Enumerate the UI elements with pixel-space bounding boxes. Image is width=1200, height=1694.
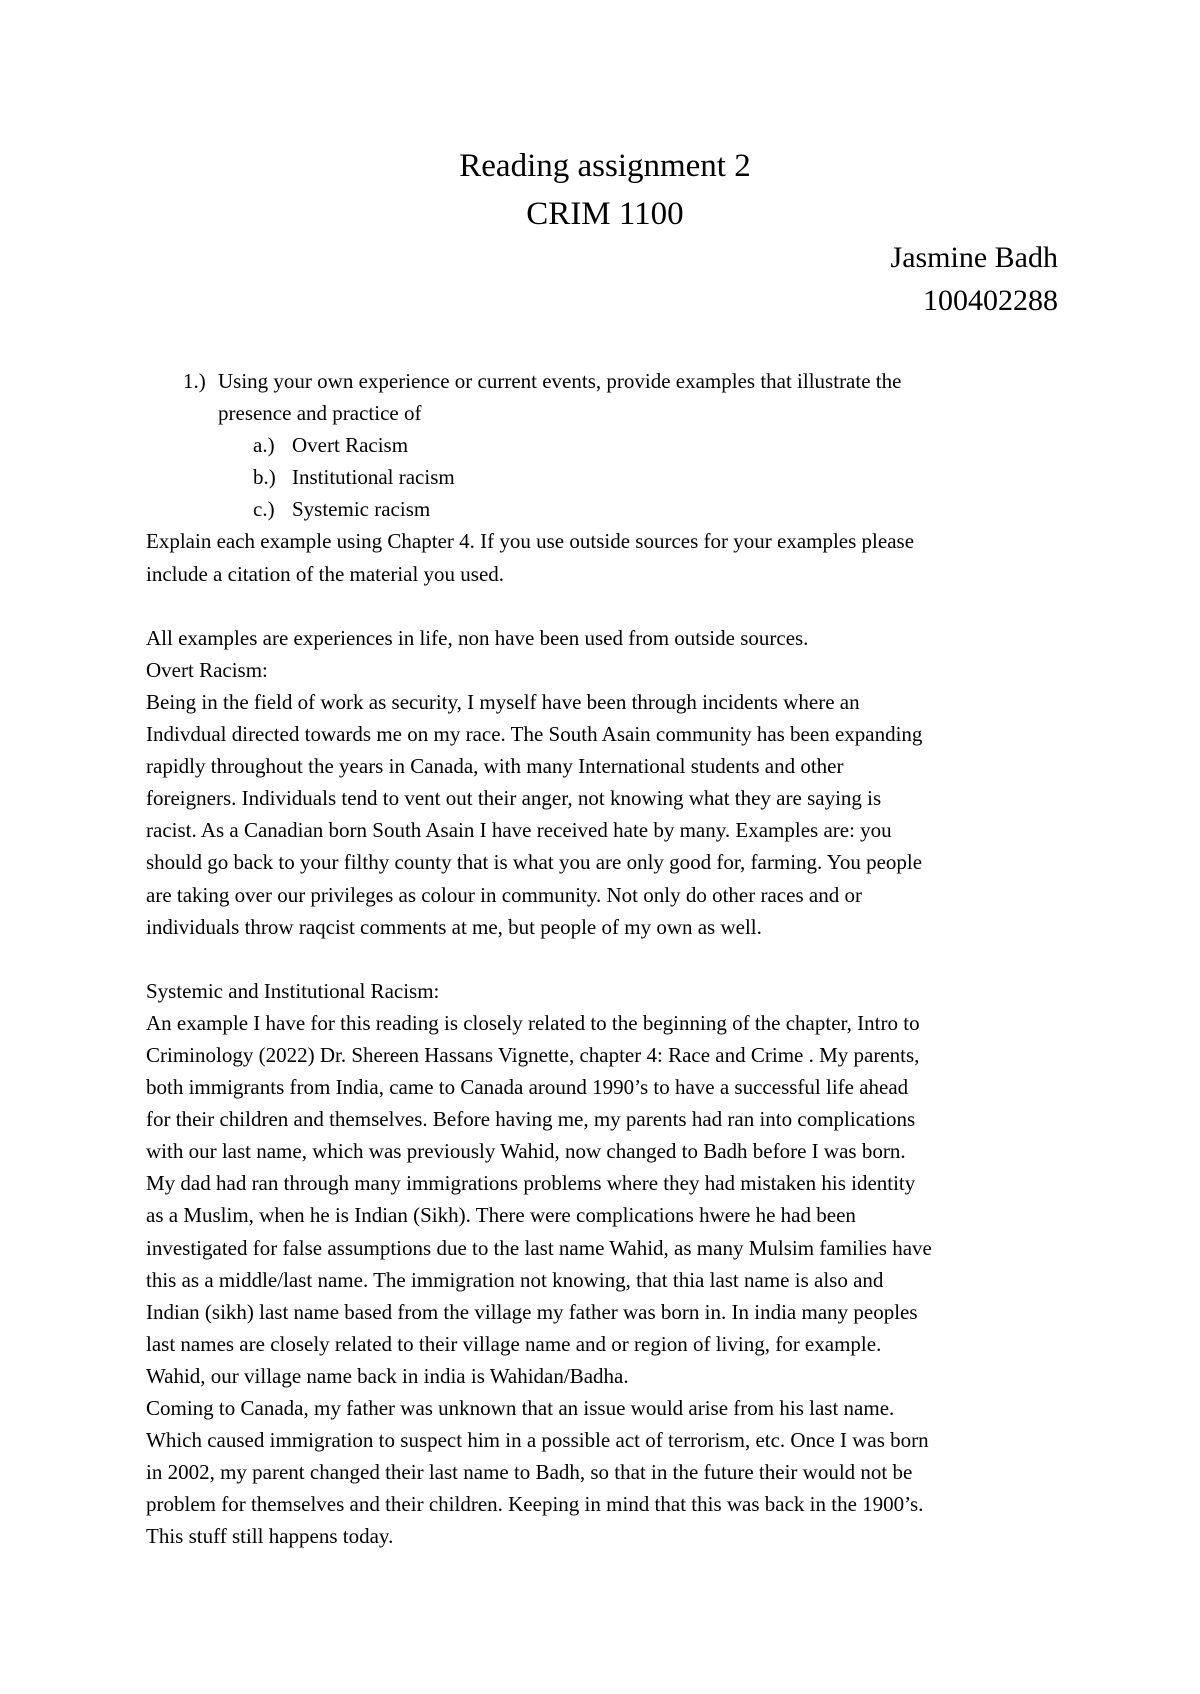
instruction-line: include a citation of the material you used. bbox=[146, 561, 505, 586]
item-letter: c.) bbox=[253, 497, 275, 522]
section-heading-overt: Overt Racism: bbox=[146, 657, 268, 682]
question-line bbox=[146, 397, 1076, 429]
blank-line bbox=[146, 943, 1076, 975]
question-text: presence and practice of bbox=[218, 401, 422, 426]
question-item bbox=[146, 429, 1076, 461]
course-code: CRIM 1100 bbox=[526, 196, 684, 232]
document-title: Reading assignment 2 bbox=[459, 148, 751, 184]
paragraph-line: rapidly throughout the years in Canada, with many International students and other bbox=[146, 754, 844, 779]
item-text: Systemic racism bbox=[292, 497, 431, 522]
paragraph-line: problem for themselves and their children. Keeping in mind that this was back in the 1900’s. bbox=[146, 1492, 924, 1517]
question-number: 1.) bbox=[183, 369, 206, 393]
item-text: Institutional racism bbox=[292, 465, 455, 490]
paragraph-line: This stuff still happens today. bbox=[146, 1524, 394, 1549]
paragraph-line: Which caused immigration to suspect him in a possible act of terrorism, etc. Once I was born bbox=[146, 1428, 929, 1453]
paragraph-line: this as a middle/last name. The immigration not knowing, that thia last name is also and bbox=[146, 1267, 884, 1292]
paragraph-line: Wahid, our village name back in india is Wahidan/Badha. bbox=[146, 1363, 629, 1388]
item-letter: a.) bbox=[253, 433, 275, 458]
instruction-line: Explain each example using Chapter 4. If you use outside sources for your examples please bbox=[146, 529, 915, 554]
question-line bbox=[146, 365, 1076, 397]
section-heading-systemic: Systemic and Institutional Racism: bbox=[146, 978, 440, 1003]
item-text: Overt Racism bbox=[292, 433, 409, 458]
paragraph-line: Indian (sikh) last name based from the village my father was born in. In india many peoples bbox=[146, 1299, 918, 1324]
paragraph-line: in 2002, my parent changed their last name to Badh, so that in the future their would not be bbox=[146, 1460, 913, 1485]
paragraph-line: racist. As a Canadian born South Asain I have received hate by many. Examples are: you bbox=[146, 818, 892, 843]
blank-line bbox=[146, 590, 1076, 622]
question-item bbox=[146, 461, 1076, 493]
question-text: Using your own experience or current events, provide examples that illustrate the bbox=[218, 369, 902, 393]
paragraph-line: investigated for false assumptions due to the last name Wahid, as many Mulsim families have bbox=[146, 1235, 932, 1260]
paragraph-line: individuals throw raqcist comments at me, but people of my own as well. bbox=[146, 914, 762, 939]
paragraph-line: Coming to Canada, my father was unknown that an issue would arise from his last name. bbox=[146, 1396, 895, 1420]
paragraph-line: An example I have for this reading is closely related to the beginning of the chapter, Intro to bbox=[146, 1010, 920, 1035]
paragraph-line: are taking over our privileges as colour in community. Not only do other races and or bbox=[146, 882, 862, 907]
student-id: 100402288 bbox=[923, 284, 1058, 317]
paragraph-line: Indivdual directed towards me on my race. The South Asain community has been expanding bbox=[146, 722, 923, 747]
paragraph-line: as a Muslim, when he is Indian (Sikh). There were complications hwere he had been bbox=[146, 1203, 856, 1228]
paragraph-line: Criminology (2022) Dr. Shereen Hassans Vignette, chapter 4: Race and Crime . My parents, bbox=[146, 1042, 920, 1067]
intro-line: All examples are experiences in life, non have been used from outside sources. bbox=[146, 625, 809, 650]
paragraph-line: both immigrants from India, came to Canada around 1990’s to have a successful life ahead bbox=[146, 1075, 909, 1100]
paragraph-line: My dad had ran through many immigrations problems where they had mistaken his identity bbox=[146, 1171, 916, 1196]
author-name: Jasmine Badh bbox=[890, 241, 1058, 274]
item-letter: b.) bbox=[253, 465, 276, 490]
paragraph-line: with our last name, which was previously Wahid, now changed to Badh before I was born. bbox=[146, 1139, 906, 1164]
question-item bbox=[146, 493, 1076, 525]
paragraph-line: Being in the field of work as security, I myself have been through incidents where an bbox=[146, 689, 860, 714]
paragraph-line: for their children and themselves. Before having me, my parents had ran into complications bbox=[146, 1107, 916, 1132]
paragraph-line: should go back to your filthy county that is what you are only good for, farming. You people bbox=[146, 850, 923, 875]
paragraph-line: foreigners. Individuals tend to vent out their anger, not knowing what they are saying is bbox=[146, 786, 882, 811]
document-body bbox=[146, 365, 1076, 1552]
paragraph-line: last names are closely related to their village name and or region of living, for example. bbox=[146, 1331, 882, 1356]
